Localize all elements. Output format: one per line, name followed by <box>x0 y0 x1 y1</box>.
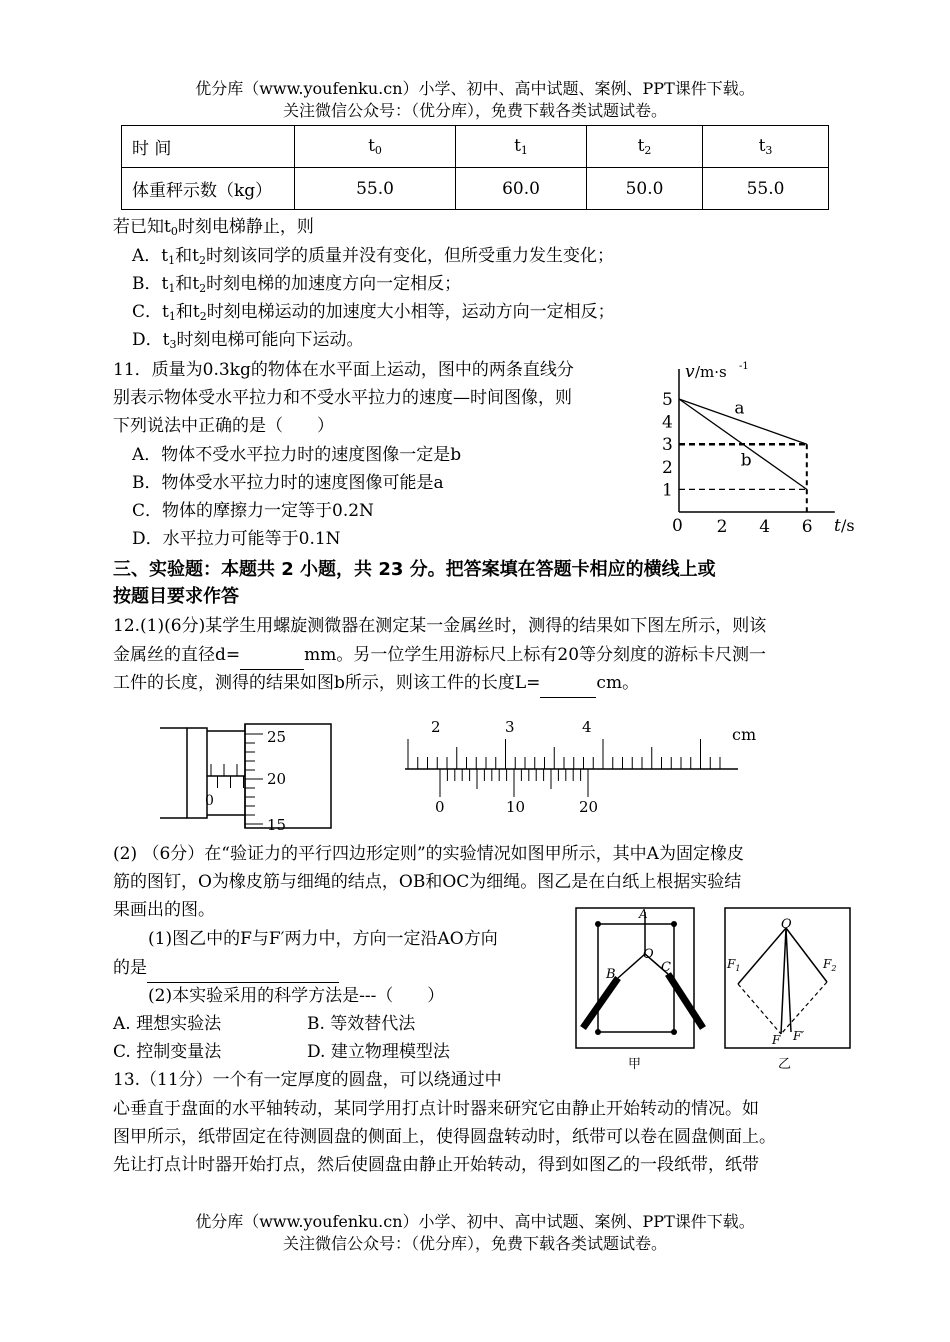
q11-stem-1: 11．质量为0.3kg的物体在水平面上运动，图中的两条直线分 <box>113 360 574 380</box>
q11-option-a: A．物体不受水平拉力时的速度图像一定是b <box>132 445 462 465</box>
footer-line-1: 优分库（www.youfenku.cn）小学、初中、高中试题、案例、PPT课件下载。 <box>195 1212 755 1231</box>
chart-x-tick-label: 2 <box>716 517 728 537</box>
q12-option-b: B. 等效替代法 <box>307 1014 416 1034</box>
answer-blank-force[interactable] <box>147 954 339 983</box>
table-row <box>122 168 829 210</box>
table-cell: $t_1$ <box>456 126 587 168</box>
chart-y-tick-label: 2 <box>662 457 673 478</box>
q12-part2-line-3: 果画出的图。 <box>113 900 215 920</box>
section-3-title-1: 三、实验题：本题共 2 小题，共 23 分。把答案填在答题卡相应的横线上或 <box>113 559 716 580</box>
chart-y-tick-label: 4 <box>662 412 673 433</box>
footer-line-2: 关注微信公众号：（优分库），免费下载各类试题试卷。 <box>282 1234 667 1253</box>
q12-option-c: C. 控制变量法 <box>113 1042 222 1062</box>
table-cell: $t_2$ <box>587 126 703 168</box>
caliper-unit: cm <box>732 725 757 744</box>
table-row <box>122 126 829 168</box>
force-label-f1: $F_1$ <box>727 957 741 973</box>
q11-option-d: D．水平拉力可能等于0.1N <box>132 529 341 549</box>
caliper-main-label-3: 3 <box>505 718 515 736</box>
force-label-a: A <box>639 907 648 921</box>
force-label-o-left: O <box>643 947 654 962</box>
force-label-f-prime: F′ <box>793 1029 805 1043</box>
q10-option-b: B．$t_1$和$t_2$时刻电梯的加速度方向一定相反； <box>132 274 462 295</box>
micrometer-label-15: 15 <box>267 816 287 834</box>
caliper-main-label-2: 2 <box>431 718 441 736</box>
header-line-1: 优分库（www.youfenku.cn）小学、初中、高中试题、案例、PPT课件下载。 <box>195 79 755 98</box>
caliper-vernier-label-10: 10 <box>506 798 526 816</box>
micrometer-figure <box>155 718 340 836</box>
chart-ylabel-exp: -1 <box>739 361 749 372</box>
q12-line-3: 工件的长度，测得的结果如图b所示，则该工件的长度L= cm。 <box>113 669 639 698</box>
chart-series-label-b: b <box>740 450 752 471</box>
q10-option-c: C．$t_1$和$t_2$时刻电梯运动的加速度大小相等，运动方向一定相反； <box>132 302 615 323</box>
micrometer-label-0: 0 <box>205 793 214 809</box>
chart-xlabel-unit: /s <box>841 516 855 535</box>
table-cell: $t_3$ <box>703 126 829 168</box>
caliper-main-label-4: 4 <box>582 718 592 736</box>
chart-y-tick-label: 5 <box>662 390 673 410</box>
micrometer-label-25: 25 <box>267 728 287 746</box>
chart-x-tick-label: 4 <box>759 517 771 537</box>
table-cell: 50.0 <box>587 168 703 210</box>
header-line-2: 关注微信公众号：（优分库），免费下载各类试题试卷。 <box>282 101 667 120</box>
chart-series-label-a: a <box>734 398 745 419</box>
q12-option-d: D. 建立物理模型法 <box>307 1042 450 1062</box>
q10-option-a: A．$t_1$和$t_2$时刻该同学的质量并没有变化，但所受重力发生变化； <box>132 246 614 267</box>
chart-origin-label: 0 <box>672 516 683 536</box>
chart-y-tick-label: 1 <box>662 480 673 501</box>
force-caption-left: 甲 <box>628 1057 642 1071</box>
q11-stem-3: 下列说法中正确的是（ ） <box>113 416 334 436</box>
caliper-vernier-label-0: 0 <box>435 798 445 816</box>
q11-option-c: C．物体的摩擦力一定等于0.2N <box>132 501 374 521</box>
q12-option-a: A. 理想实验法 <box>113 1014 222 1034</box>
q12-part2-line-2: 筋的图钉，O为橡皮筋与细绳的结点，OB和OC为细绳。图乙是在白纸上根据实验结 <box>113 872 742 892</box>
chart-plot-layer <box>662 369 835 537</box>
table-cell: $t_0$ <box>295 126 456 168</box>
force-caption-right: 乙 <box>778 1057 792 1071</box>
q13-line-2: 心垂直于盘面的水平轴转动，某同学用打点计时器来研究它由静止开始转动的情况。如 <box>113 1099 759 1119</box>
q12-line-1: 12.(1)(6分)某学生用螺旋测微器在测定某一金属丝时，测得的结果如下图左所示，则该 <box>113 616 767 636</box>
chart-x-tick-label: 6 <box>801 517 813 537</box>
answer-blank-d[interactable] <box>240 641 304 670</box>
force-experiment-figure <box>573 906 853 1071</box>
table-cell-label: 时 间 <box>122 126 295 168</box>
force-label-o-right: O <box>781 917 792 932</box>
q10-intro: 若已知$t_0$时刻电梯静止，则 <box>113 217 314 238</box>
weight-table <box>121 125 829 210</box>
table-cell: 55.0 <box>295 168 456 210</box>
answer-blank-l[interactable] <box>540 669 596 698</box>
chart-ylabel-unit: /m·s <box>695 363 727 381</box>
section-3-title-2: 按题目要求作答 <box>113 586 239 607</box>
q11-stem-2: 别表示物体受水平拉力和不受水平拉力的速度—时间图像，则 <box>113 388 572 408</box>
caliper-vernier-label-20: 20 <box>579 798 599 816</box>
q10-option-d: D．$t_3$时刻电梯可能向下运动。 <box>132 330 364 351</box>
q12-line-2: 金属丝的直径d= mm。另一位学生用游标尺上标有20等分刻度的游标卡尺测一 <box>113 641 766 670</box>
q12-part2-line-1: (2) （6分）在“验证力的平行四边形定则”的实验情况如图甲所示，其中A为固定橡皮 <box>113 844 744 864</box>
vernier-caliper-figure <box>400 712 770 820</box>
q13-line-4: 先让打点计时器开始打点，然后使圆盘由静止开始转动，得到如图乙的一段纸带，纸带 <box>113 1155 759 1175</box>
velocity-time-chart <box>655 355 870 550</box>
table-cell: 60.0 <box>456 168 587 210</box>
q11-option-b: B．物体受水平拉力时的速度图像可能是a <box>132 473 444 493</box>
q13-line-1: 13.（11分）一个有一定厚度的圆盘，可以绕通过中 <box>113 1070 502 1090</box>
force-label-c: C <box>661 960 671 975</box>
force-label-b: B <box>606 967 616 982</box>
q12-sub2: (2)本实验采用的科学方法是---（ ） <box>148 986 445 1006</box>
q12-sub1-line-2: 的是 <box>113 954 339 983</box>
force-label-f2: $F_2$ <box>823 957 837 973</box>
q12-sub1-line-1: (1)图乙中的F与F′两力中，方向一定沿AO方向 <box>148 929 498 949</box>
q13-line-3: 图甲所示，纸带固定在待测圆盘的侧面上，使得圆盘转动时，纸带可以卷在圆盘侧面上。 <box>113 1127 776 1147</box>
table-cell-label: 体重秤示数（kg） <box>122 168 295 210</box>
table-cell: 55.0 <box>703 168 829 210</box>
chart-y-tick-label: 3 <box>662 435 673 456</box>
chart-ylabel-v: v <box>685 362 695 382</box>
micrometer-label-20: 20 <box>267 770 287 788</box>
force-label-f: F <box>772 1033 781 1047</box>
chart-xlabel-t: t <box>834 516 841 536</box>
